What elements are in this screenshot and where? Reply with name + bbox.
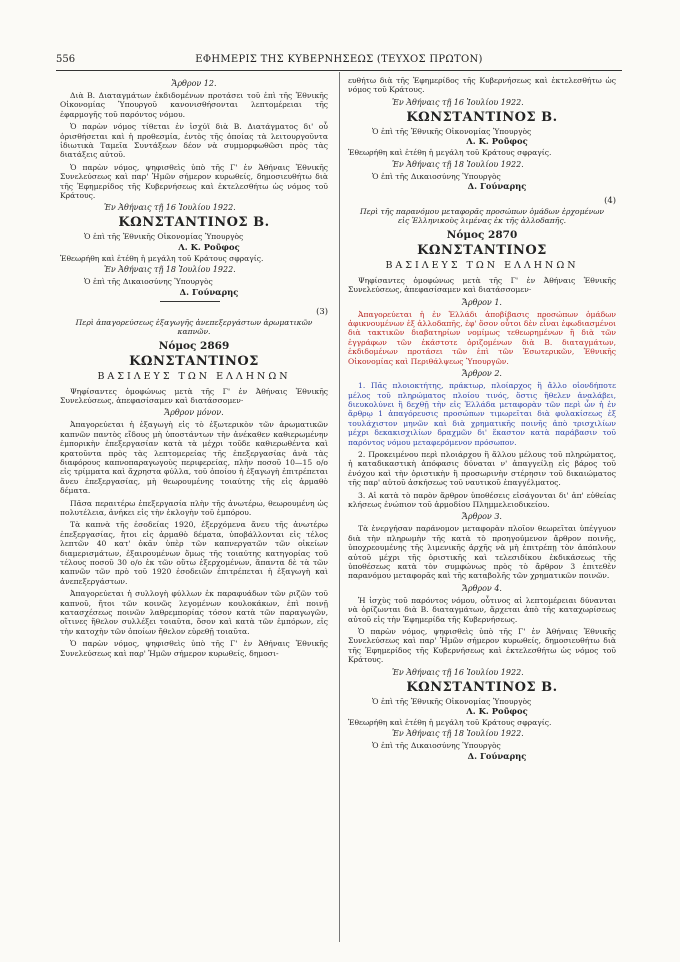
seal-line: Ἐθεωρήθη καὶ ἐτέθη ἡ μεγάλη τοῦ Κράτους σφραγίς. bbox=[60, 253, 264, 263]
minister-role: Ὁ ἐπὶ τῆς Δικαιοσύνης Ὑπουργὸς bbox=[84, 277, 213, 287]
article-heading: Ἄρθρον 2. bbox=[462, 369, 502, 379]
right-column bbox=[348, 76, 616, 763]
seal-line: Ἐθεωρήθη καὶ ἐτέθη ἡ μεγάλη τοῦ Κράτους σφραγίς. bbox=[348, 148, 552, 158]
highlighted-paragraph: Ἀπαγορεύεται ἡ ἐν Ἑλλάδι ἀποβίβασις προσώπων ὁμάδων ἀφικνουμένων ἐξ ἀλλοδαπῆς, ἐφ' ὅσον οὗτοι δὲν εἶναι ἐφωδιασμένοι διὰ τακτικῶν διαβατηρίων νομίμως τεθεωρημένων ἢ διὰ τῶν ἐγγράφων τῶν ἑκάστοτε ὁριζομένων διὰ Β. διαταγμάτων, ἐκδιδομένων προτάσει τῶν ἐπὶ τῶν Ἐσωτερικῶν, Ἐθνικῆς Οἰκονομίας καὶ Περιθάλψεως Ὑπουργῶν. bbox=[348, 309, 616, 366]
king-subtitle: ΒΑΣΙΛΕΥΣ ΤΩΝ ΕΛΛΗΝΩΝ bbox=[385, 259, 579, 271]
minister-name: Δ. Γούναρης bbox=[179, 286, 239, 297]
king-subtitle: ΒΑΣΙΛΕΥΣ ΤΩΝ ΕΛΛΗΝΩΝ bbox=[97, 370, 291, 382]
paragraph: Πᾶσα περαιτέρω ἐπεξεργασία πλὴν τῆς ἀνωτέρω, θεωρουμένη ὡς πολυτέλεια, ἀνήκει εἰς τὴν ἐκλογὴν τοῦ ἐμπόρου. bbox=[60, 498, 328, 517]
law-subject: Περὶ τῆς παρανόμου μεταφορᾶς προσώπων ὁμάδων ἐρχομένων εἰς Ἑλληνικοὺς λιμένας ἐκ τῆς ἀλλοδαπῆς. bbox=[359, 207, 605, 226]
minister-role: Ὁ ἐπὶ τῆς Δικαιοσύνης Ὑπουργὸς bbox=[372, 171, 501, 181]
minister-role: Ὁ ἐπὶ τῆς Ἐθνικῆς Οἰκονομίας Ὑπουργὸς bbox=[372, 126, 532, 136]
law-title: Νόμος 2869 bbox=[158, 339, 230, 352]
paragraph: 3. Αἱ κατὰ τὸ παρὸν ἄρθρον ὑποθέσεις εἰσάγονται δι' ἀπ' εὐθείας κλήσεως ἐνώπιον τοῦ ἁρμοδίου Πλημμελειοδικείου. bbox=[348, 490, 616, 509]
minister-name: Δ. Γούναρης bbox=[467, 750, 527, 761]
article-heading: Ἄρθρον 4. bbox=[462, 583, 502, 593]
minister-role: Ὁ ἐπὶ τῆς Ἐθνικῆς Οἰκονομίας Ὑπουργὸς bbox=[372, 696, 532, 706]
header-rule bbox=[56, 70, 622, 71]
left-column bbox=[60, 76, 328, 661]
king-signature: ΚΩΝΣΤΑΝΤΙΝΟΣ Β. bbox=[406, 109, 558, 125]
paragraph: 2. Προκειμένου περὶ πλοιάρχου ἢ ἄλλου μέλους τοῦ πληρώματος, ἡ καταδικαστικὴ ἀπόφασις δύναται ν' ἀπαγγείλῃ εἰς βάρος τοῦ ἐνόχου καὶ τὴν ὁριστικὴν ἢ προσωρινὴν στέρησιν τοῦ δικαιώματος τῆς παρ' αὐτοῦ ἀσκήσεως τοῦ ναυτικοῦ ἐπαγγέλματος. bbox=[348, 449, 616, 488]
law-subject: Περὶ ἀπαγορεύσεως ἐξαγωγῆς ἀνεπεξεργάστων ἀρωματικῶν καπνῶν. bbox=[75, 317, 313, 337]
king-title: ΚΩΝΣΤΑΝΤΙΝΟΣ bbox=[417, 242, 547, 258]
minister-role: Ὁ ἐπὶ τῆς Δικαιοσύνης Ὑπουργὸς bbox=[372, 741, 501, 751]
king-signature: ΚΩΝΣΤΑΝΤΙΝΟΣ Β. bbox=[406, 679, 558, 695]
preamble: Ψηφίσαντες ὁμοφώνως μετὰ τῆς Γ' ἐν Ἀθήναις Ἐθνικῆς Συνελεύσεως, ἀπεφασίσαμεν καὶ διατάσσομεν· bbox=[60, 386, 328, 405]
article-heading: Ἄρθρον μόνον. bbox=[164, 408, 224, 418]
gazette-title: ΕΦΗΜΕΡΙΣ ΤΗΣ ΚΥΒΕΡΝΗΣΕΩΣ (ΤΕΥΧΟΣ ΠΡΩΤΟΝ) bbox=[195, 54, 483, 65]
paragraph: Ἀπαγορεύεται ἡ συλλογὴ φύλλων ἐκ παραφυάδων τῶν ριζῶν τοῦ καπνοῦ, ἤτοι τῶν κοινῶς λεγομένων κουλοκάκων, ἐπὶ ποινῇ κατασχέσεως ποινῶν λαθρεμπορίας τόσον κατὰ τῶν παραγωγῶν, οἵτινες ἤθελον συλλέξει τοιαῦτα, ὅσον καὶ κατὰ τῶν ἐμπόρων, εἰς τὴν κατοχὴν τῶν ὁποίων ἤθελον εὑρεθῇ τοιαῦτα. bbox=[60, 589, 328, 636]
article-heading: Ἄρθρον 1. bbox=[462, 297, 502, 307]
paragraph: Ὁ παρὼν νόμος, ψηφισθεὶς ὑπὸ τῆς Γ' ἐν Ἀθήναις Ἐθνικῆς Συνελεύσεως καὶ παρ' Ἡμῶν σήμερον κυρωθείς, δημοσιευθήτω διὰ τῆς Ἐφημερίδος τῆς Κυβερνήσεως καὶ ἐκτελεσθήτω ὡς νόμος τοῦ Κράτους. bbox=[348, 627, 616, 665]
column-divider bbox=[339, 72, 340, 942]
date-line: Ἐν Ἀθήναις τῇ 18 Ἰουλίου 1922. bbox=[392, 729, 524, 739]
paragraph: Ἡ ἰσχὺς τοῦ παρόντος νόμου, οὗτινος αἱ λεπτομέρειαι δύνανται νὰ ὁρίζωνται διὰ Β. διαταγμάτων, ἄρχεται ἀπὸ τῆς καταχωρίσεως αὐτοῦ εἰς τὴν Ἐφημερίδα τῆς Κυβερνήσεως. bbox=[348, 595, 616, 624]
article-heading: Ἄρθρον 12. bbox=[171, 79, 217, 88]
article-heading: Ἄρθρον 3. bbox=[462, 512, 502, 522]
minister-name: Λ. Κ. Ροῦφος bbox=[466, 706, 528, 717]
preamble: Ψηφίσαντες ὁμοφώνως μετὰ τῆς Γ' ἐν Ἀθήναις Ἐθνικῆς Συνελεύσεως, ἀπεφασίσαμεν καὶ διατάσσομεν· bbox=[348, 275, 616, 295]
paragraph: Ἀπαγορεύεται ἡ ἐξαγωγὴ εἰς τὸ ἐξωτερικὸν τῶν ἀρωματικῶν καπνῶν παντὸς εἴδους μὴ ὑποστάντων τὴν ἀνέκαθεν καθιερωμένην ἐμπορικὴν ἐπεξεργασίαν κατὰ τὰ μέχρι τοῦδε καθιερωθέντα καὶ κρατοῦντα πρὸς τὰς λεπτομερείας τῆς ἐπεξεργασίας ἀνὰ τὰς διαφόρους καπνοπαραγωγοὺς περιφερείας, πλὴν ποσοῦ 10—15 ο/ο εἰς τρίμματα καὶ ἄχρηστα φύλλα, τοῦ ὁποίου ἡ ἐξαγωγὴ ἐπιτρέπεται ἄνευ ἐπεξεργασίας, μὴ θεωρουμένης τοιαύτης τῆς εἰς ἀρμαθὸ δέματα. bbox=[60, 420, 328, 496]
section-rule bbox=[160, 301, 220, 302]
page-header bbox=[56, 52, 622, 66]
paragraph: Τὰ ἐνεργήσαν παράνομον μεταφορὰν πλοῖον θεωρεῖται ὑπέγγυον διὰ τὴν πληρωμὴν τῆς κατὰ τὸ προηγούμενον ἄρθρον ποινῆς, ὑποχρεουμένης τῆς λιμενικῆς ἀρχῆς νὰ μὴ ἐπιτρέπῃ τὸν ἀπόπλουν αὐτοῦ μέχρι τῆς ὁριστικῆς καὶ τελεσιδίκου ἐκδικάσεως τῆς ὑποθέσεως κατὰ τὸν συμφώνως πρὸς τὸ ἄρθρον 3 ἐπιτεθὲν παρανόμου μεταφορᾶς καὶ τῆς καταβολῆς τῶν χρηματικῶν ποινῶν. bbox=[348, 524, 616, 581]
page-number: 556 bbox=[56, 54, 76, 65]
minister-name: Λ. Κ. Ροῦφος bbox=[466, 136, 528, 147]
section-number: (4) bbox=[604, 195, 616, 206]
minister-role: Ὁ ἐπὶ τῆς Ἐθνικῆς Οἰκονομίας Ὑπουργὸς bbox=[84, 232, 244, 242]
date-line: Ἐν Ἀθήναις τῇ 16 Ἰουλίου 1922. bbox=[392, 667, 524, 677]
date-line: Ἐν Ἀθήναις τῇ 18 Ἰουλίου 1922. bbox=[104, 265, 236, 275]
paragraph: Ὁ παρὼν νόμος, ψηφισθεὶς ὑπὸ τῆς Γ' ἐν Ἀθήναις Ἐθνικῆς Συνελεύσεως καὶ παρ' Ἡμῶν σήμερον κυρωθείς, δημοσιευθήτω διὰ τῆς Ἐφημερίδος τῆς Κυβερνήσεως καὶ ἐκτελεσθήτω ὡς νόμος τοῦ Κράτους. bbox=[60, 162, 328, 201]
seal-line: Ἐθεωρήθη καὶ ἐτέθη ἡ μεγάλη τοῦ Κράτους σφραγίς. bbox=[348, 718, 552, 728]
minister-name: Λ. Κ. Ροῦφος bbox=[178, 241, 240, 252]
section-number: (3) bbox=[316, 305, 328, 316]
highlighted-paragraph: 1. Πᾶς πλοιοκτήτης, πράκτωρ, πλοίαρχος ἢ ἄλλο οἱονδήποτε μέλος τοῦ πληρώματος πλοίου τινός, ὅστις ἤθελεν ἀναλάβει, διευκολύνει ἢ δεχθῇ τὴν εἰς Ἑλλάδα μεταφορὰν τῶν περὶ ὧν ἡ ἐν ἄρθρῳ 1 ἀπαγόρευσις προσώπων τιμωρεῖται διὰ φυλακίσεως ἐξ τουλάχιστον μηνῶν καὶ διὰ χρηματικῆς ποινῆς ἀπὸ τρισχιλίων μέχρι δεκακισχιλίων δραχμῶν δι' ἕκαστον κατὰ παράβασιν τοῦ παρόντος νόμου μεταφερόμενον πρόσωπον. bbox=[348, 381, 616, 447]
paragraph: ευθήτω διὰ τῆς Ἐφημερίδος τῆς Κυβερνήσεως καὶ ἐκτελεσθήτω ὡς νόμος τοῦ Κράτους. bbox=[348, 76, 616, 95]
king-signature: ΚΩΝΣΤΑΝΤΙΝΟΣ Β. bbox=[118, 215, 270, 231]
paragraph: Διὰ Β. Διαταγμάτων ἐκδιδομένων προτάσει τοῦ ἐπὶ τῆς Ἐθνικῆς Οἰκονομίας Ὑπουργοῦ κανονισθήσονται λεπτομέρειαι τῆς ἐφαρμογῆς τοῦ παρόντος νόμου. bbox=[60, 91, 328, 119]
date-line: Ἐν Ἀθήναις τῇ 16 Ἰουλίου 1922. bbox=[392, 97, 524, 107]
date-line: Ἐν Ἀθήναις τῇ 16 Ἰουλίου 1922. bbox=[104, 203, 236, 213]
law-title: Νόμος 2870 bbox=[446, 228, 518, 241]
paragraph: Ὁ παρὼν νόμος τίθεται ἐν ἰσχύϊ διὰ Β. Διατάγματος δι' οὗ ὁρισθήσεται καὶ ἡ προθεσμία, ἐντὸς τῆς ὁποίας τὰ λειτουργοῦντα ἰδιωτικὰ Ταμεῖα Συντάξεων δέον νὰ συμμορφωθῶσι πρὸς τὰς διατάξεις αὐτοῦ. bbox=[60, 122, 328, 160]
paragraph: Τὰ καπνὰ τῆς ἐσοδείας 1920, ἐξερχόμενα ἄνευ τῆς ἀνωτέρω ἐπεξεργασίας, ἤτοι εἰς ἀρμαθὸ δέματα, ὑποβάλλονται εἰς τέλος λεπτῶν 40 κατ' ὀκᾶν ὑπὲρ τῶν καπνεργατῶν τῶν οἰκείων διαμερισμάτων, ἐξαιρουμένων ὅμως τῆς τοιαύτης κατηγορίας τοῦ τέλους ποσοῦ 30 ο/ο ἐκ τῶν οὕτω ἐξερχομένων, ἅπαντα δὲ τὰ τῶν καπνῶν τῶν πρὸ τοῦ 1920 ἐσοδειῶν ἐπιτρέπεται ἡ ἐξαγωγὴ καὶ ἀνεπεξεργάστων. bbox=[60, 520, 328, 586]
paragraph: Ὁ παρὼν νόμος, ψηφισθεὶς ὑπὸ τῆς Γ' ἐν Ἀθήναις Ἐθνικῆς Συνελεύσεως καὶ παρ' Ἡμῶν σήμερον κυρωθείς, δημοσι- bbox=[60, 639, 328, 658]
date-line: Ἐν Ἀθήναις τῇ 18 Ἰουλίου 1922. bbox=[392, 159, 524, 169]
minister-name: Δ. Γούναρης bbox=[467, 181, 527, 192]
king-title: ΚΩΝΣΤΑΝΤΙΝΟΣ bbox=[129, 353, 259, 369]
